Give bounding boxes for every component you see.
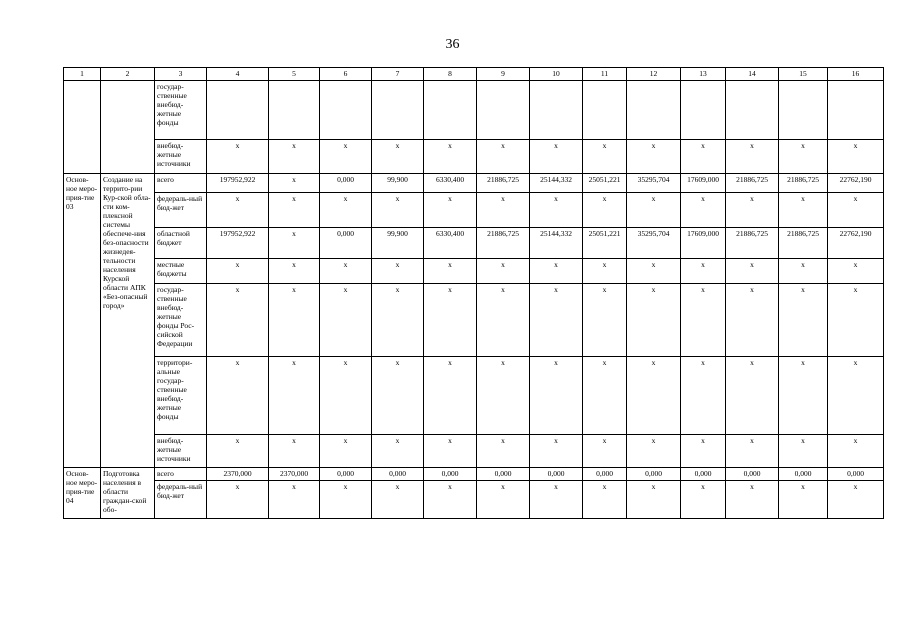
value-cell: x [372,259,424,284]
value-cell: x [583,193,627,228]
value-cell: x [372,481,424,519]
value-cell [320,81,372,140]
value-cell: 17609,000 [681,228,726,259]
column-header: 15 [779,68,828,81]
column-header: 6 [320,68,372,81]
value-cell: x [681,284,726,357]
column-header: 5 [269,68,320,81]
value-cell: 0,000 [424,468,477,481]
value-cell: x [320,259,372,284]
funding-source-cell: внебюд-жетные источники [155,435,207,468]
value-cell: 0,000 [320,174,372,193]
value-cell: x [779,284,828,357]
header-row [64,68,884,81]
value-cell: x [372,140,424,174]
funding-source-cell: местные бюджеты [155,259,207,284]
column-header: 9 [477,68,530,81]
value-cell: x [726,435,779,468]
value-cell: x [627,435,681,468]
value-cell: x [828,284,884,357]
value-cell [583,81,627,140]
value-cell: 0,000 [627,468,681,481]
value-cell: x [583,284,627,357]
value-cell: x [530,284,583,357]
value-cell: x [681,140,726,174]
value-cell: 35295,704 [627,174,681,193]
value-cell: x [269,140,320,174]
column-header: 3 [155,68,207,81]
value-cell: x [779,435,828,468]
value-cell: x [269,174,320,193]
value-cell: 2370,000 [269,468,320,481]
value-cell: x [372,193,424,228]
event-cell [64,81,101,174]
value-cell: x [583,259,627,284]
value-cell: 0,000 [681,468,726,481]
table-row [64,193,884,228]
funding-source-cell: государ-ственные внебюд-жетные фонды Рос-сийской Федерации [155,284,207,357]
value-cell: 25051,221 [583,174,627,193]
value-cell: x [828,357,884,435]
value-cell: x [681,193,726,228]
value-cell: x [207,284,269,357]
value-cell: 22762,190 [828,228,884,259]
value-cell: 99,900 [372,228,424,259]
event-cell: Основ-ное меро-прия-тие 03 [64,174,101,468]
column-header: 13 [681,68,726,81]
value-cell: x [828,259,884,284]
value-cell: x [583,357,627,435]
funding-source-cell: областной бюджет [155,228,207,259]
value-cell: x [726,259,779,284]
value-cell: 0,000 [320,468,372,481]
value-cell: x [269,435,320,468]
value-cell: x [627,357,681,435]
value-cell: x [320,435,372,468]
table-row [64,481,884,519]
column-header: 16 [828,68,884,81]
value-cell: x [530,140,583,174]
value-cell: 35295,704 [627,228,681,259]
value-cell: x [372,357,424,435]
value-cell: 21886,725 [726,228,779,259]
value-cell: x [207,357,269,435]
value-cell: x [828,481,884,519]
value-cell: x [828,193,884,228]
value-cell: x [372,435,424,468]
column-header: 14 [726,68,779,81]
value-cell: x [320,284,372,357]
value-cell: x [207,140,269,174]
value-cell: x [477,259,530,284]
table-row [64,228,884,259]
value-cell: x [424,284,477,357]
value-cell: 0,000 [828,468,884,481]
value-cell: x [372,284,424,357]
value-cell: x [530,259,583,284]
value-cell: x [530,357,583,435]
column-header: 11 [583,68,627,81]
value-cell: x [779,357,828,435]
value-cell: x [424,259,477,284]
value-cell [372,81,424,140]
value-cell: x [320,193,372,228]
value-cell: 22762,190 [828,174,884,193]
value-cell: 25144,332 [530,174,583,193]
value-cell [828,81,884,140]
value-cell: 197952,922 [207,174,269,193]
value-cell: 99,900 [372,174,424,193]
value-cell: x [681,435,726,468]
value-cell: 17609,000 [681,174,726,193]
funding-source-cell: территори-альные государ-ственные внебюд-жетные фонды [155,357,207,435]
value-cell: 21886,725 [726,174,779,193]
value-cell: x [530,481,583,519]
value-cell: x [627,284,681,357]
value-cell: x [320,140,372,174]
value-cell: 21886,725 [779,228,828,259]
table-row [64,259,884,284]
value-cell: x [477,357,530,435]
value-cell: x [726,140,779,174]
value-cell: x [269,284,320,357]
value-cell: 2370,000 [207,468,269,481]
value-cell: x [477,284,530,357]
value-cell: x [477,435,530,468]
value-cell: x [269,193,320,228]
value-cell: x [681,481,726,519]
funding-source-cell: внебюд-жетные источники [155,140,207,174]
value-cell: x [828,140,884,174]
value-cell: x [627,193,681,228]
value-cell: x [779,259,828,284]
value-cell: x [207,259,269,284]
value-cell: x [320,481,372,519]
value-cell: x [424,193,477,228]
value-cell: x [269,357,320,435]
value-cell: 25051,221 [583,228,627,259]
value-cell: x [424,435,477,468]
table-row [64,284,884,357]
value-cell: x [424,140,477,174]
funding-source-cell: всего [155,174,207,193]
column-header: 2 [101,68,155,81]
value-cell: x [726,481,779,519]
budget-table [63,67,884,519]
value-cell [424,81,477,140]
funding-source-cell: всего [155,468,207,481]
table-row [64,140,884,174]
value-cell: 0,000 [372,468,424,481]
value-cell: x [530,193,583,228]
value-cell: x [726,357,779,435]
value-cell: x [779,140,828,174]
funding-source-cell: федераль-ный бюд-жет [155,193,207,228]
funding-source-cell: государ-ственные внебюд-жетные фонды [155,81,207,140]
value-cell: x [828,435,884,468]
value-cell [207,81,269,140]
event-name-cell [101,81,155,174]
value-cell: x [583,481,627,519]
value-cell: 0,000 [320,228,372,259]
value-cell: x [477,140,530,174]
value-cell: x [269,259,320,284]
value-cell: x [207,193,269,228]
value-cell: x [627,481,681,519]
column-header: 10 [530,68,583,81]
value-cell: 0,000 [530,468,583,481]
event-cell: Основ-ное меро-прия-тие 04 [64,468,101,519]
value-cell: 0,000 [726,468,779,481]
value-cell: x [477,193,530,228]
column-header: 7 [372,68,424,81]
value-cell: 21886,725 [779,174,828,193]
value-cell [726,81,779,140]
value-cell [269,81,320,140]
table-row [64,174,884,193]
value-cell: x [779,193,828,228]
value-cell: x [530,435,583,468]
page-number: 36 [445,37,460,52]
value-cell: x [627,259,681,284]
value-cell: x [207,481,269,519]
value-cell: x [320,357,372,435]
value-cell: 0,000 [779,468,828,481]
table-row [64,81,884,140]
value-cell: x [424,481,477,519]
value-cell [627,81,681,140]
value-cell: x [779,481,828,519]
value-cell: x [681,259,726,284]
value-cell: 25144,332 [530,228,583,259]
value-cell: 0,000 [477,468,530,481]
value-cell: 6330,400 [424,174,477,193]
column-header: 4 [207,68,269,81]
value-cell: x [583,140,627,174]
value-cell: x [477,481,530,519]
value-cell: 197952,922 [207,228,269,259]
value-cell: 21886,725 [477,228,530,259]
value-cell [779,81,828,140]
value-cell: x [726,284,779,357]
table-row [64,357,884,435]
funding-source-cell: федераль-ный бюд-жет [155,481,207,519]
event-name-cell: Подготовка населения в области граждан-ской обо- [101,468,155,519]
value-cell: x [269,481,320,519]
column-header: 12 [627,68,681,81]
value-cell: 0,000 [583,468,627,481]
value-cell: x [726,193,779,228]
value-cell: 6330,400 [424,228,477,259]
column-header: 8 [424,68,477,81]
event-name-cell: Создание на террито-рии Кур-ской обла-сти ком-плексной системы обеспече-ния без-опасности жизнедея-тельности населения Курской области АПК «Без-опасный город» [101,174,155,468]
table-row [64,468,884,481]
value-cell [681,81,726,140]
value-cell: 21886,725 [477,174,530,193]
value-cell [477,81,530,140]
value-cell: x [207,435,269,468]
table-row [64,435,884,468]
value-cell [530,81,583,140]
value-cell: x [269,228,320,259]
value-cell: x [583,435,627,468]
value-cell: x [627,140,681,174]
column-header: 1 [64,68,101,81]
value-cell: x [424,357,477,435]
value-cell: x [681,357,726,435]
